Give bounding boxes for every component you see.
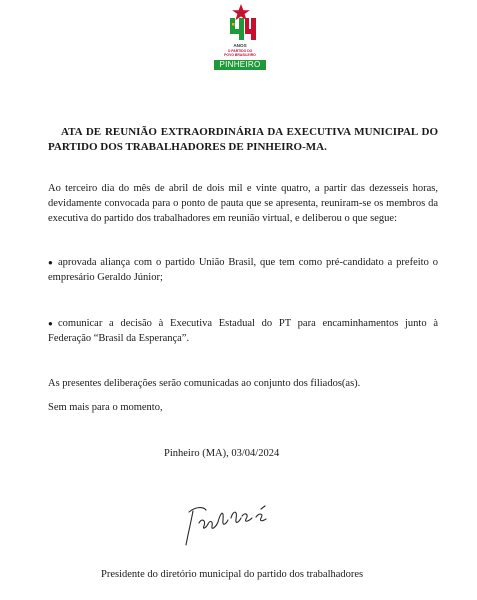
bullet-icon: ● [48, 319, 53, 328]
pt-44-anos-logo [209, 4, 271, 70]
deliberation-text: comunicar a decisão à Executiva Estadual do PT para encaminhamentos junto à Federação “Brasil da Esperança”. [48, 318, 438, 344]
document-title: ATA DE REUNIÃO EXTRAORDINÁRIA DA EXECUTIVA MUNICIPAL DO PARTIDO DOS TRABALHADORES DE PINHEIRO-MA. [48, 126, 438, 153]
deliberation-text: aprovada aliança com o partido União Brasil, que tem como pré-candidato a prefeito o empresário Geraldo Júnior; [48, 257, 438, 283]
deliberation-item [48, 255, 438, 285]
logo-city-bar: PINHEIRO [214, 60, 266, 70]
pt-logo-figure [221, 4, 261, 44]
president-caption: Presidente do diretório municipal do partido dos trabalhadores [101, 569, 364, 580]
intro-paragraph: Ao terceiro dia do mês de abril de dois mil e vinte quatro, a partir das dezesseis horas, devidamente convocada para o ponto de pauta que se apresenta, reuniram-se os membros da executiva do partido dos trabalhadores em reunião virtual, e deliberou o que segue: [48, 183, 438, 224]
bullet-icon: ● [48, 258, 53, 267]
closing-paragraph: As presentes deliberações serão comunicadas ao conjunto dos filiados(as). [48, 378, 361, 389]
place-date: Pinheiro (MA), 03/04/2024 [164, 448, 280, 459]
deliberation-item [48, 316, 438, 346]
sem-mais-line: Sem mais para o momento, [48, 402, 163, 413]
logo-anos-label: ANOS [233, 43, 247, 48]
handwritten-signature [175, 490, 277, 548]
logo-subtitle: O PARTIDO DO POVO BRASILEIRO [224, 49, 256, 57]
